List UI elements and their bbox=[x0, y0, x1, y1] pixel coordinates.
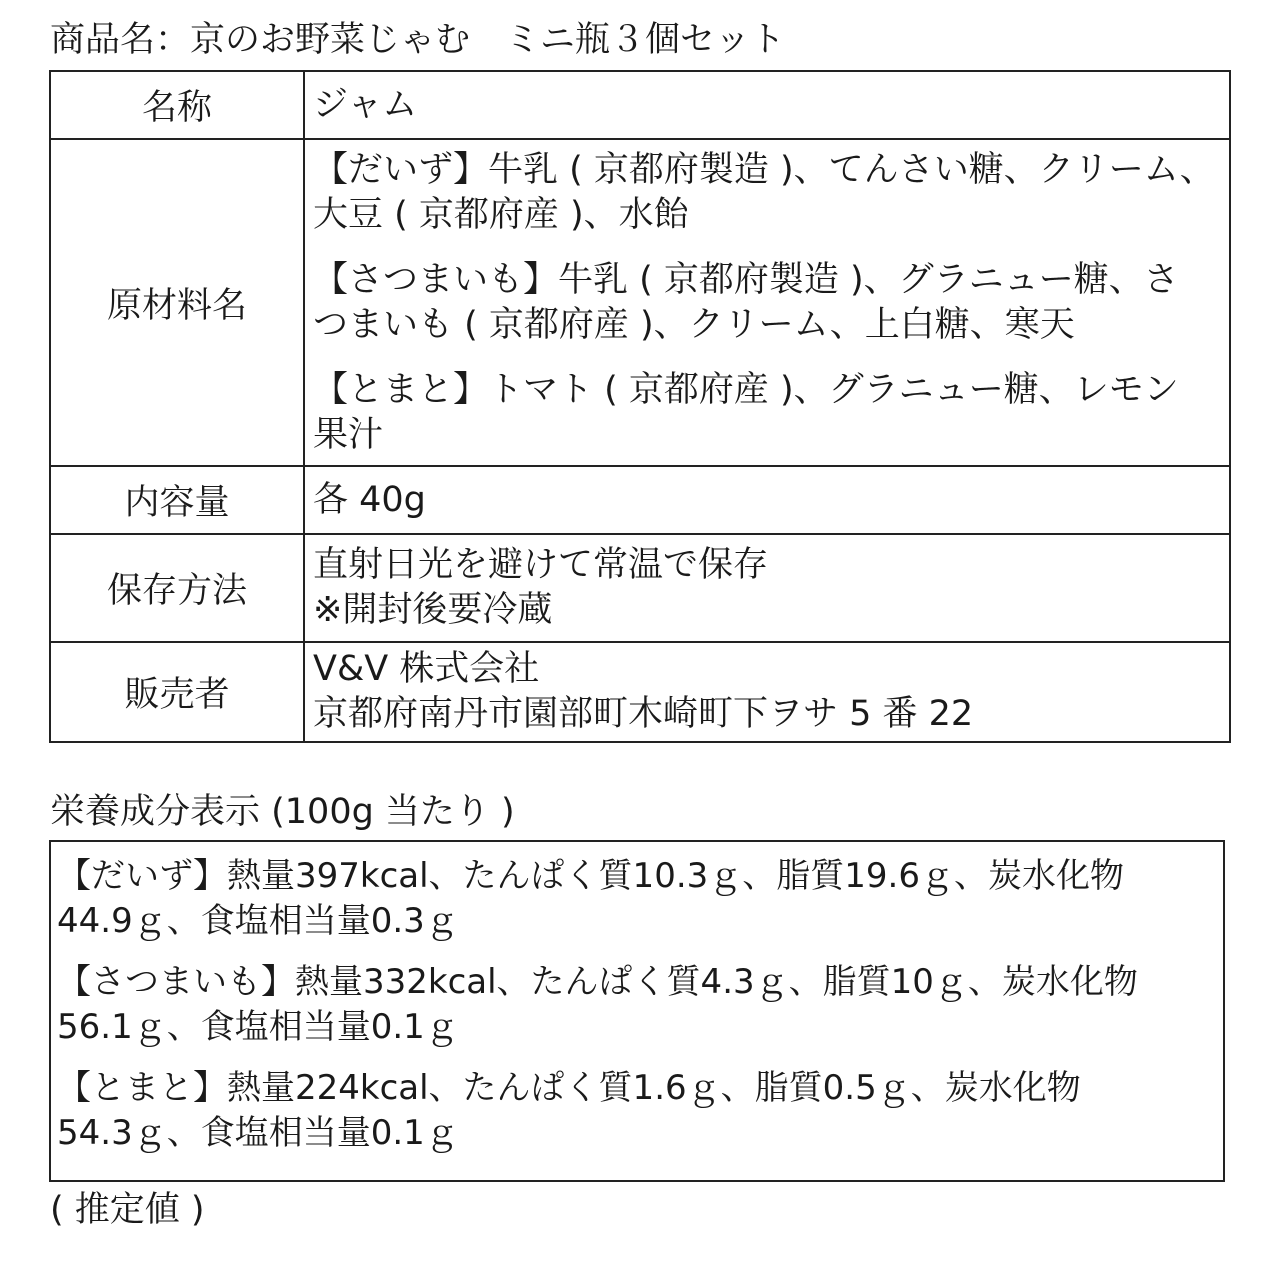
seller-address: 京都府南丹市園部町木崎町下ヲサ 5 番 22 bbox=[313, 694, 974, 734]
nutrition-line: 44.9ｇ、食塩相当量0.3ｇ bbox=[57, 901, 459, 941]
nutrition-line: 【さつまいも】熱量332kcal、たんぱく質4.3ｇ、脂質10ｇ、炭水化物 bbox=[57, 962, 1138, 1002]
spec-label-ingredients: 原材料名 bbox=[50, 139, 304, 466]
nutrition-line: 54.3ｇ、食塩相当量0.1ｇ bbox=[57, 1113, 459, 1153]
ingredient-line: 果汁 bbox=[313, 414, 384, 455]
ingredient-item-satsumaimo bbox=[313, 258, 1225, 348]
ingredient-line: つまいも ( 京都府産 )、クリーム、上白糖、寒天 bbox=[313, 304, 1075, 345]
spec-label-storage: 保存方法 bbox=[50, 534, 304, 642]
estimate-note: ( 推定値 ) bbox=[50, 1190, 205, 1230]
nutrition-line: 【とまと】熱量224kcal、たんぱく質1.6ｇ、脂質0.5ｇ、炭水化物 bbox=[57, 1068, 1081, 1108]
spec-value-storage bbox=[304, 534, 1230, 642]
product-spec-table bbox=[49, 70, 1231, 743]
ingredient-line: 大豆 ( 京都府産 )、水飴 bbox=[313, 194, 689, 235]
spec-label-volume: 内容量 bbox=[50, 466, 304, 534]
nutrition-item-satsumaimo bbox=[57, 960, 1217, 1050]
product-title: 商品名：京のお野菜じゃむ ミニ瓶３個セット bbox=[50, 20, 786, 60]
spec-row-name bbox=[50, 71, 1230, 139]
ingredient-item-daizu bbox=[313, 148, 1225, 238]
nutrition-line: 56.1ｇ、食塩相当量0.1ｇ bbox=[57, 1007, 459, 1047]
ingredient-line: 【さつまいも】牛乳 ( 京都府製造 )、グラニュー糖、さ bbox=[313, 259, 1179, 300]
seller-company: V&V 株式会社 bbox=[313, 649, 540, 689]
spec-value-volume: 各 40g bbox=[304, 466, 1230, 534]
nutrition-item-tomato bbox=[57, 1066, 1217, 1156]
nutrition-box bbox=[49, 840, 1225, 1182]
spec-label-name: 名称 bbox=[50, 71, 304, 139]
ingredient-line: 【とまと】トマト ( 京都府産 )、グラニュー糖、レモン bbox=[313, 369, 1179, 410]
spec-label-seller: 販売者 bbox=[50, 642, 304, 742]
spec-row-volume bbox=[50, 466, 1230, 534]
spec-value-seller bbox=[304, 642, 1230, 742]
ingredient-line: 【だいず】牛乳 ( 京都府製造 )、てんさい糖、クリーム、 bbox=[313, 149, 1215, 190]
nutrition-item-daizu bbox=[57, 854, 1217, 944]
nutrition-heading: 栄養成分表示 (100g 当たり ) bbox=[50, 792, 515, 832]
spec-row-seller bbox=[50, 642, 1230, 742]
ingredient-item-tomato bbox=[313, 368, 1225, 458]
spec-row-storage bbox=[50, 534, 1230, 642]
spec-row-ingredients bbox=[50, 139, 1230, 466]
storage-note: ※開封後要冷蔵 bbox=[313, 590, 553, 630]
spec-value-ingredients bbox=[304, 139, 1230, 466]
storage-line: 直射日光を避けて常温で保存 bbox=[313, 545, 769, 585]
nutrition-line: 【だいず】熱量397kcal、たんぱく質10.3ｇ、脂質19.6ｇ、炭水化物 bbox=[57, 856, 1124, 896]
spec-value-name: ジャム bbox=[304, 71, 1230, 139]
